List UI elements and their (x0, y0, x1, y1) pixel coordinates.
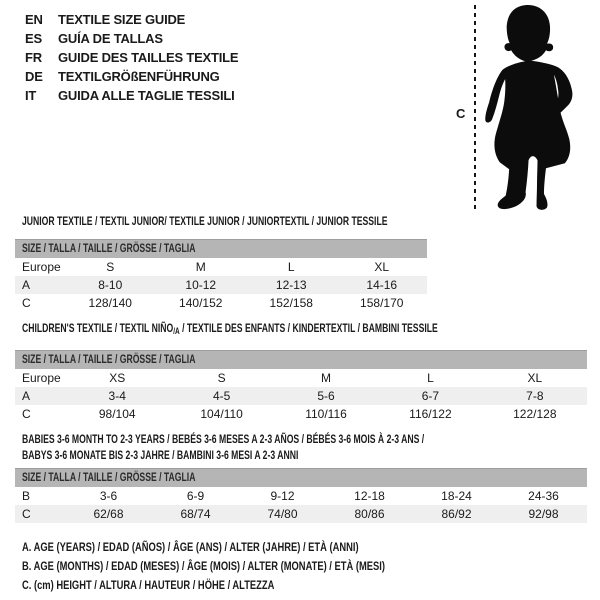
language-row (25, 29, 238, 48)
table-cell: 18-24 (441, 489, 472, 503)
table-row (15, 505, 587, 523)
table-cell: 9-12 (270, 489, 295, 503)
table-cell: 128/140 (88, 296, 132, 310)
table-cell: L (287, 260, 295, 274)
table-cell: 110/116 (305, 407, 347, 421)
table-title-subscript: /A (173, 326, 180, 336)
row-label: C (22, 507, 31, 521)
table-cell: 24-36 (528, 489, 559, 503)
table-title (22, 431, 587, 463)
table-cell: S (106, 260, 115, 274)
table-cell: M (195, 260, 206, 274)
legend-note-line (22, 557, 587, 576)
size-table (15, 468, 587, 523)
table-cell: 62/68 (93, 507, 124, 521)
size-header-bar (15, 468, 587, 487)
table-row (15, 487, 587, 505)
table-title-text (22, 447, 298, 463)
table-cell: 68/74 (180, 507, 211, 521)
table-cell: 80/86 (354, 507, 385, 521)
height-measure-label: C (456, 106, 466, 121)
table-cell: 98/104 (98, 407, 136, 421)
table-cell: 74/80 (267, 507, 298, 521)
size-header-text: SIZE / TALLA / TAILLE / GRÖSSE / TAGLIA (22, 470, 196, 484)
row-label: C (22, 296, 31, 310)
table-row (15, 405, 587, 423)
table-row (15, 387, 587, 405)
legend-note-text: B. AGE (MONTHS) / EDAD (MESES) / ÂGE (MOIS) / ALTER (MONATE) / ETÀ (MESI) (22, 559, 385, 573)
size-table-section (15, 431, 587, 523)
row-label: B (22, 489, 31, 503)
row-label: C (22, 407, 31, 421)
language-row (25, 67, 238, 86)
size-header-bar (15, 350, 587, 369)
table-row (15, 258, 427, 276)
legend-note-text: A. AGE (YEARS) / EDAD (AÑOS) / ÂGE (ANS) / ALTER (JAHRE) / ETÀ (ANNI) (22, 540, 359, 554)
table-cell: 3-6 (99, 489, 118, 503)
language-code: ES (25, 31, 42, 46)
table-cell: XS (109, 371, 126, 385)
table-title-main: JUNIOR TEXTILE / TEXTIL JUNIOR/ TEXTILE JUNIOR / JUNIORTEXTIL / JUNIOR TESSILE (22, 214, 388, 228)
table-cell: 140/152 (179, 296, 223, 310)
row-label: A (22, 389, 31, 403)
table-cell: 3-4 (108, 389, 126, 403)
table-title-line (22, 431, 587, 447)
language-row (25, 86, 238, 105)
language-code: FR (25, 50, 42, 65)
table-cell: 158/170 (360, 296, 404, 310)
row-label: Europe (22, 260, 61, 274)
table-title-text (22, 214, 387, 228)
table-title-line2-text: BABYS 3-6 MONATE BIS 2-3 JAHRE / BAMBINI 3-6 MESI A 2-3 ANNI (22, 448, 299, 462)
table-cell: 6-9 (186, 489, 205, 503)
size-table-section (15, 214, 587, 312)
legend-notes (22, 538, 587, 595)
legend-note-text: C. (cm) HEIGHT / ALTURA / HAUTEUR / HÖHE / ALTEZZA (22, 578, 275, 592)
row-label: A (22, 278, 31, 292)
table-title (22, 214, 587, 228)
table-row (15, 276, 427, 294)
table-title-main: BABIES 3-6 MONTH TO 2-3 YEARS / BEBÉS 3-6 MESES A 2-3 AÑOS / BÉBÉS 3-6 MOIS À 2-3 ANS / (22, 432, 425, 446)
language-label: GUIDA ALLE TAGLIE TESSILI (58, 88, 235, 103)
table-cell: XL (527, 371, 543, 385)
table-title (22, 321, 587, 338)
size-table-section (15, 321, 587, 423)
table-cell: 5-6 (317, 389, 335, 403)
language-code: IT (25, 88, 37, 103)
table-cell: 92/98 (528, 507, 559, 521)
table-row (15, 294, 427, 312)
table-cell: 86/92 (441, 507, 472, 521)
language-label: GUÍA DE TALLAS (58, 31, 163, 46)
language-label: TEXTILE SIZE GUIDE (58, 12, 186, 27)
language-row (25, 48, 238, 67)
table-title-line (22, 321, 587, 338)
table-title-line (22, 214, 587, 228)
language-code: EN (25, 12, 43, 27)
table-cell: 104/110 (200, 407, 243, 421)
size-header-text: SIZE / TALLA / TAILLE / GRÖSSE / TAGLIA (22, 352, 196, 366)
table-cell: L (427, 371, 434, 385)
table-title-line2 (22, 447, 587, 463)
table-title-text (22, 431, 424, 447)
table-title-text (22, 321, 438, 338)
table-cell: M (321, 371, 332, 385)
language-code: DE (25, 69, 43, 84)
table-cell: 14-16 (366, 278, 398, 292)
toddler-silhouette-icon (482, 3, 598, 214)
size-table (15, 350, 587, 423)
size-header-bar (15, 239, 427, 258)
height-measure-dashed-line (474, 5, 476, 212)
table-cell: XL (374, 260, 390, 274)
legend-note-line (22, 576, 587, 595)
table-cell: 10-12 (185, 278, 217, 292)
table-cell: 4-5 (212, 389, 231, 403)
table-cell: 152/158 (269, 296, 313, 310)
table-cell: 8-10 (98, 278, 123, 292)
language-row (25, 10, 238, 29)
row-label: Europe (22, 371, 61, 385)
table-cell: 12-13 (275, 278, 307, 292)
table-cell: 7-8 (526, 389, 544, 403)
table-cell: S (217, 371, 226, 385)
table-title-main: CHILDREN'S TEXTILE / TEXTIL NIÑO (22, 321, 174, 335)
table-cell: 6-7 (421, 389, 440, 403)
language-label: TEXTILGRÖßENFÜHRUNG (58, 69, 220, 84)
table-title-tail: / TEXTILE DES ENFANTS / KINDERTEXTIL / BAMBINI TESSILE (179, 321, 438, 335)
legend-note-line (22, 538, 587, 557)
language-label: GUIDE DES TAILLES TEXTILE (58, 50, 239, 65)
table-cell: 122/128 (513, 407, 557, 421)
table-cell: 116/122 (409, 407, 452, 421)
language-list (25, 10, 238, 105)
tables-area (15, 212, 587, 595)
table-row (15, 369, 587, 387)
size-table (15, 239, 427, 312)
table-cell: 12-18 (354, 489, 385, 503)
size-header-text: SIZE / TALLA / TAILLE / GRÖSSE / TAGLIA (22, 241, 196, 255)
